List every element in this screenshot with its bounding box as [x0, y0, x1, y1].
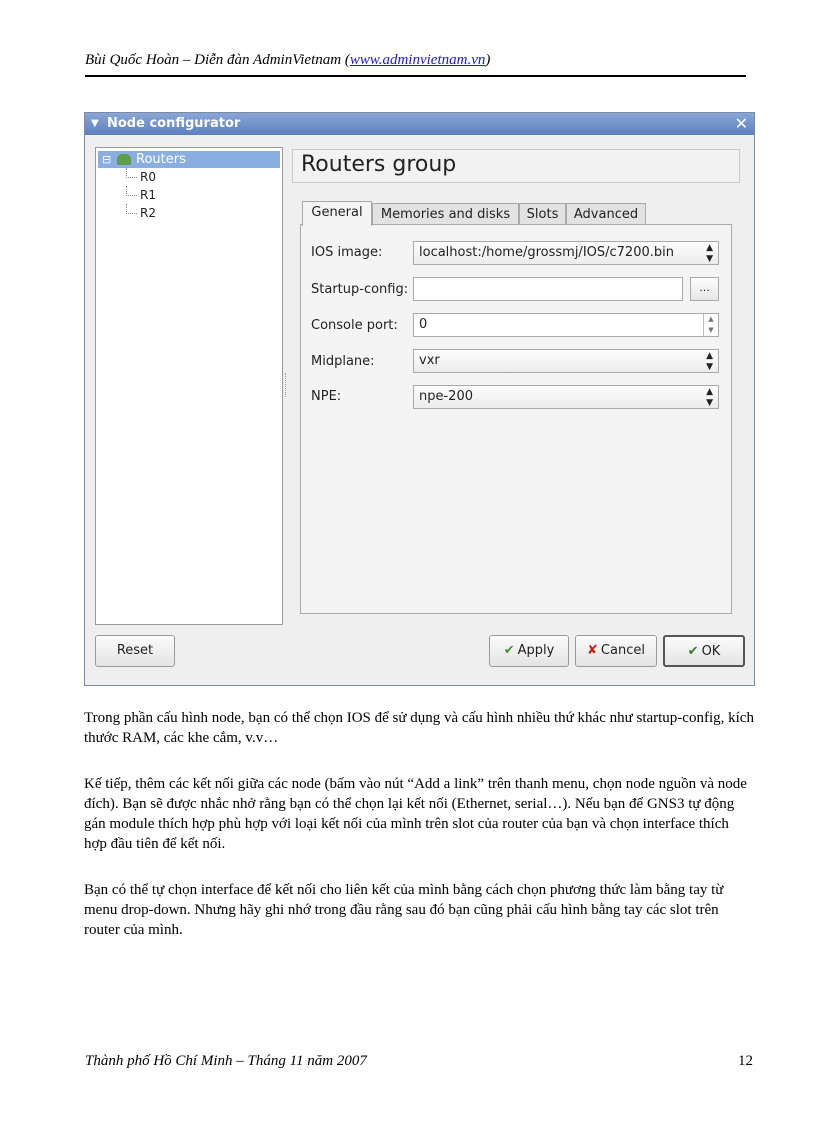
node-tree: [95, 147, 283, 625]
header-rule: [85, 75, 746, 77]
tree-connector: [126, 168, 137, 178]
dialog-title: Node configurator: [107, 116, 241, 131]
reset-button[interactable]: [95, 635, 175, 667]
paragraph-3: Bạn có thể tự chọn interface để kết nối cho liên kết của mình bằng cách chọn phương thức làm bằng tay từ menu drop-down. Nhưng hãy ghi nhớ trong đầu rằng sau đó bạn cũng phải cấu hình bằng tay các slot trên router của mình.: [84, 882, 724, 938]
collapse-icon[interactable]: ⊟: [102, 153, 112, 166]
cross-icon: ✘: [587, 643, 598, 658]
group-title: Routers group: [301, 152, 457, 177]
tab-memories-and-disks[interactable]: Memories and disks: [372, 203, 519, 225]
tree-connector: [126, 204, 137, 214]
npe-value: npe-200: [419, 389, 473, 404]
node-configurator-dialog: [84, 112, 755, 686]
header-link[interactable]: www.adminvietnam.vn: [349, 52, 486, 68]
spin-buttons[interactable]: [703, 314, 718, 336]
updown-arrows-icon: ▲ ▼: [706, 243, 713, 264]
header-close-paren: ): [485, 52, 491, 68]
tree-root-label: Routers: [136, 152, 186, 167]
page-number: 12: [738, 1053, 753, 1069]
updown-arrows-icon: ▲ ▼: [706, 387, 713, 408]
apply-button[interactable]: [489, 635, 569, 667]
midplane-label: Midplane:: [311, 354, 375, 369]
ok-label: OK: [701, 644, 721, 659]
cancel-button[interactable]: [575, 635, 657, 667]
router-icon: [117, 154, 131, 165]
close-icon[interactable]: ✕: [734, 114, 748, 133]
cancel-label: Cancel: [600, 643, 645, 658]
tab-general[interactable]: General: [302, 201, 372, 226]
updown-arrows-icon: ▲ ▼: [706, 351, 713, 372]
ios-image-select[interactable]: [413, 241, 719, 265]
group-title-box: [292, 149, 740, 183]
ios-image-value: localhost:/home/grossmj/IOS/c7200.bin: [419, 245, 674, 260]
tree-item-label: R2: [140, 206, 156, 220]
paragraph-1: Trong phần cấu hình node, bạn có thể chọn IOS để sử dụng và cấu hình nhiều thứ khác như startup-config, kích thước RAM, các khe cắm, v.v…: [84, 710, 754, 746]
startup-config-input[interactable]: [413, 277, 683, 301]
reset-label: Reset: [116, 643, 154, 658]
page-footer: Thành phố Hồ Chí Minh – Tháng 11 năm 2007: [85, 1053, 367, 1069]
header-text: Bùi Quốc Hoàn – Diễn đàn AdminVietnam (: [85, 52, 350, 68]
console-port-label: Console port:: [311, 318, 398, 333]
splitter-handle[interactable]: [285, 373, 290, 397]
page-header: [85, 52, 745, 69]
tab-slots[interactable]: Slots: [519, 203, 566, 225]
tree-item-label: R1: [140, 188, 156, 202]
tree-connector: [126, 186, 137, 196]
paragraph-2: Kế tiếp, thêm các kết nối giữa các node (bấm vào nút “Add a link” trên thanh menu, chọn node nguồn và node đích). Bạn sẽ được nhắc nhở rằng bạn có thể chọn lại kết nối (Ethernet, serial…). Nếu bạn để GNS3 tự động gán module thích hợp phù hợp với loại kết nối của mình trên slot của router của bạn và chọn interface thích hợp đầu tiên để kết nối.: [84, 776, 747, 852]
startup-config-label: Startup-config:: [311, 282, 409, 297]
window-menu-icon[interactable]: ▼: [91, 118, 99, 129]
npe-label: NPE:: [311, 389, 342, 404]
ok-button[interactable]: [663, 635, 745, 667]
checkmark-icon: ✔: [503, 643, 515, 658]
dialog-titlebar: [85, 113, 754, 135]
midplane-select[interactable]: [413, 349, 719, 373]
console-port-value: 0: [419, 317, 428, 332]
browse-button[interactable]: ...: [690, 277, 719, 301]
tree-item-routers[interactable]: [98, 151, 280, 168]
npe-select[interactable]: [413, 385, 719, 409]
ios-image-label: IOS image:: [311, 245, 383, 260]
general-tab-panel: [300, 224, 732, 614]
spin-down-icon[interactable]: ▼: [708, 326, 714, 334]
ok-check-icon: ✔: [687, 644, 699, 659]
tree-item-label: R0: [140, 170, 156, 184]
console-port-spinbox[interactable]: [413, 313, 719, 337]
midplane-value: vxr: [419, 353, 440, 368]
spin-up-icon[interactable]: ▲: [708, 315, 714, 323]
apply-label: Apply: [517, 643, 555, 658]
tab-advanced[interactable]: Advanced: [566, 203, 646, 225]
